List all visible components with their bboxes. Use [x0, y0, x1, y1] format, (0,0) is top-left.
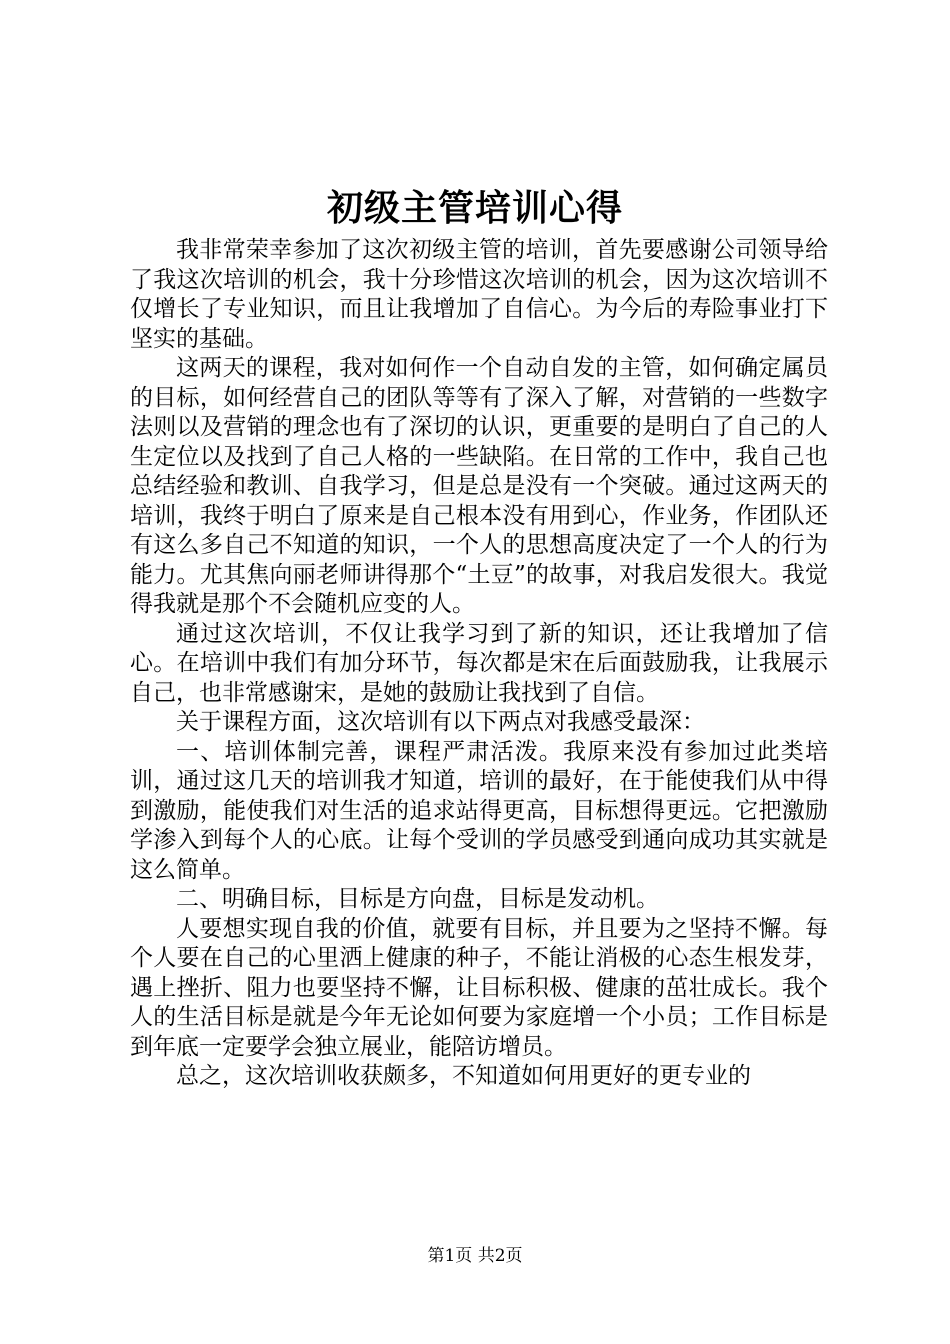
page-number-footer: 第1页 共2页 — [427, 1246, 523, 1266]
paragraph: 二、明确目标，目标是方向盘，目标是发动机。 — [176, 886, 659, 912]
paragraph: 通过这次培训，不仅让我学习到了新的知识，还让我增加了信心。在培训中我们有加分环节，每次都是宋在后面鼓励我，让我展示自己，也非常感谢宋，是她的鼓励让我找到了自信。 — [130, 620, 828, 706]
paragraph: 一、培训体制完善，课程严肃活泼。我原来没有参加过此类培训，通过这几天的培训我才知道，培训的最好，在于能使我们从中得到激励，能使我们对生活的追求站得更高，目标想得更远。它把激励学渗入到每个人的心底。让每个受训的学员感受到通向成功其实就是这么简单。 — [130, 738, 828, 883]
paragraph: 这两天的课程，我对如何作一个自动自发的主管，如何确定属员的目标，如何经营自己的团队等等有了深入了解，对营销的一些数字法则以及营销的理念也有了深切的认识，更重要的是明白了自己的人生定位以及找到了自己人格的一些缺陷。在日常的工作中，我自己也总结经验和教训、自我学习，但是总是没有一个突破。通过这两天的培训，我终于明白了原来是自己根本没有用到心，作业务，作团队还有这么多自己不知道的知识，一个人的思想高度决定了一个人的行为能力。尤其焦向丽老师讲得那个“土豆”的故事，对我启发很大。我觉得我就是那个不会随机应变的人。 — [130, 355, 828, 617]
paragraph: 关于课程方面，这次培训有以下两点对我感受最深： — [176, 709, 705, 735]
paragraph: 人要想实现自我的价值，就要有目标，并且要为之坚持不懈。每个人要在自己的心里洒上健康的种子，不能让消极的心态生根发芽，遇上挫折、阻力也要坚持不懈，让目标积极、健康的茁壮成长。我个人的生活目标是就是今年无论如何要为家庭增一个小员；工作目标是到年底一定要学会独立展业，能陪访增员。 — [130, 915, 828, 1060]
document-title: 初级主管培训心得 — [326, 187, 623, 229]
paragraph: 我非常荣幸参加了这次初级主管的培训，首先要感谢公司领导给了我这次培训的机会，我十分珍惜这次培训的机会，因为这次培训不仅增长了专业知识，而且让我增加了自信心。为今后的寿险事业打下坚实的基础。 — [130, 237, 828, 352]
document-body — [130, 236, 828, 1092]
paragraph: 总之，这次培训收获颇多，不知道如何用更好的更专业的 — [176, 1063, 751, 1089]
